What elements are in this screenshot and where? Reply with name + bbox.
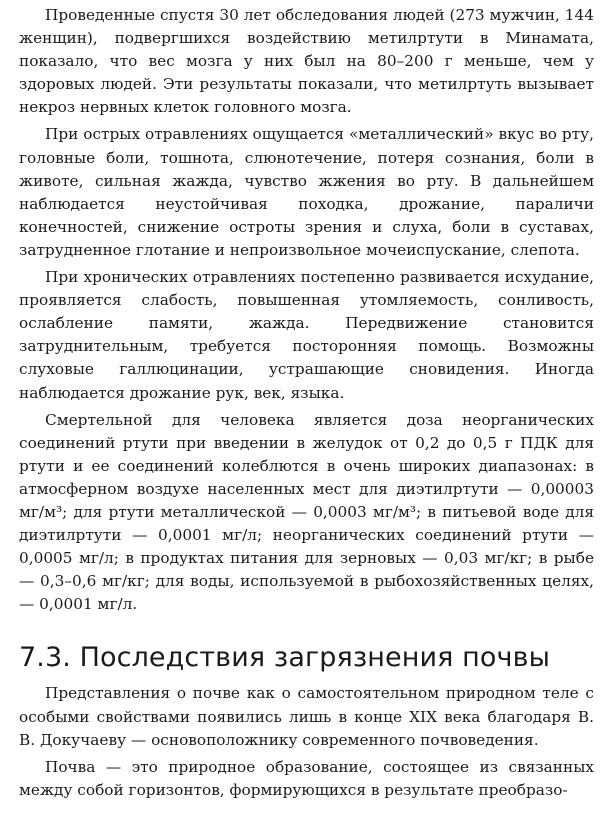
paragraph-acute-poisoning: При острых отравлениях ощущается «металлический» вкус во рту, головные боли, тошнота, слюнотечение, потеря сознания, боли в животе, сильная жажда, чувство жжения во рту. В дальнейшем наблюдается неустойчивая походка, дрожание, параличи конечностей, снижение остроты зрения и слуха, боли в суставах, затрудненное глотание и непроизвольное мочеиспускание, слепота. <box>19 125 594 259</box>
paragraph-chronic-poisoning: При хронических отравлениях постепенно развивается исхудание, проявляется слабость, повышенная утомляемость, сонливость, ослабление памяти, жажда. Передвижение становится затруднительным, требуется посторонняя помощь. Возможны слуховые галлюцинации, устрашающие сновидения. Иногда наблюдается дрожание рук, век, языка. <box>19 268 594 402</box>
paragraph-lethal-dose-mpc: Смертельной для человека является доза неорганических соединений ртути при введении в желудок от 0,2 до 0,5 г ПДК для ртути и ее соединений колеблются в очень широких диапазонах: в атмосферном воздухе населенных мест для диэтилртути — 0,00003 мг/м³; для ртути металлической — 0,0003 мг/м³; в питьевой воде для диэтилртути — 0,0001 мг/л; неорганических соединений ртути — 0,0005 мг/л; в продуктах питания для зерновых — 0,03 мг/кг; в рыбе — 0,3–0,6 мг/кг; для воды, используемой в рыбохозяйственных целях, — 0,0001 мг/л. <box>19 410 594 614</box>
document-page <box>19 4 594 802</box>
section-heading: 7.3. Последствия загрязнения почвы <box>19 642 551 674</box>
paragraph-soil-concept: Представления о почве как о самостоятельном природном теле с особыми свойствами появились лишь в конце XIX века благодаря В. В. Докучаеву — основоположнику современного почвоведения. <box>19 684 594 749</box>
paragraph-soil-definition: Почва — это природное образование, состоящее из связанных между собой горизонтов, формирующихся в результате преобразо- <box>19 757 594 799</box>
paragraph-minamata-brain: Проведенные спустя 30 лет обследования людей (273 мужчин, 144 женщин), подвергшихся воздействию метилртути в Минамата, показало, что вес мозга у них был на 80–200 г меньше, чем у здоровых людей. Эти результаты показали, что метилртуть вызывает некроз нервных клеток головного мозга. <box>19 6 594 117</box>
